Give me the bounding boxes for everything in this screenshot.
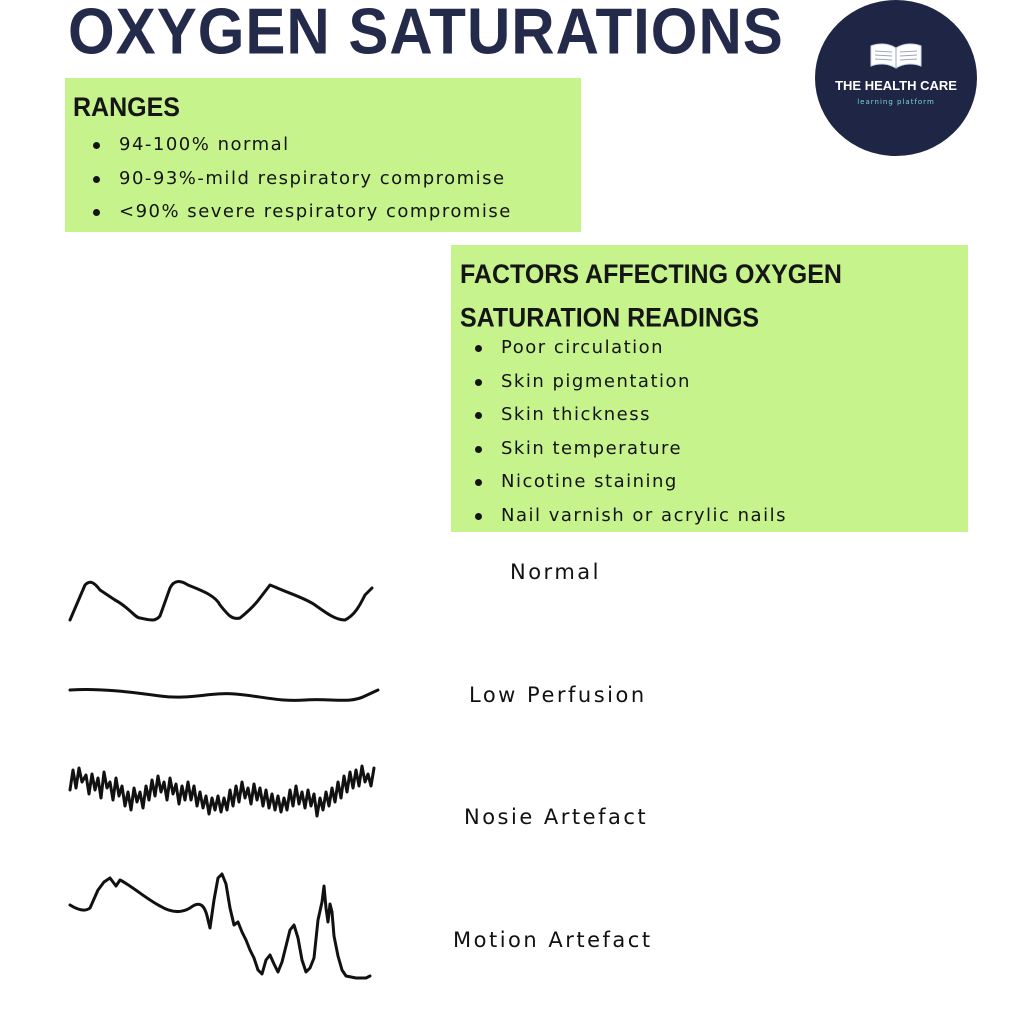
list-item: [475, 398, 787, 432]
motion-artefact-waveform: [70, 874, 370, 978]
list-item: [475, 432, 787, 466]
list-item: [93, 162, 512, 196]
logo-tagline: learning platform: [857, 98, 935, 106]
normal-waveform: [70, 582, 372, 620]
low-perfusion-label: Low Perfusion: [469, 683, 647, 707]
brand-logo: [815, 0, 977, 156]
bullet-icon: [93, 209, 100, 216]
noise-artefact-label: Nosie Artefact: [464, 805, 649, 829]
factors-panel: [451, 245, 968, 532]
bullet-icon: [475, 412, 482, 419]
list-item: [93, 195, 512, 229]
bullet-icon: [475, 446, 482, 453]
noise-artefact-waveform: [70, 766, 374, 816]
list-item: [475, 499, 787, 533]
normal-label: Normal: [510, 560, 601, 584]
factors-list: [475, 331, 787, 532]
factors-heading: FACTORS AFFECTING OXYGEN SATURATION READINGS: [460, 259, 842, 333]
ranges-heading: RANGES: [73, 92, 180, 123]
bullet-icon: [475, 479, 482, 486]
factor-item-text: Skin thickness: [501, 404, 652, 425]
waveform-illustrations: [60, 560, 390, 990]
range-item-text: 90-93%-mild respiratory compromise: [119, 167, 506, 189]
page-title: OXYGEN SATURATIONS: [68, 0, 784, 68]
bullet-icon: [475, 513, 482, 520]
ranges-list: [93, 128, 512, 229]
bullet-icon: [93, 176, 100, 183]
bullet-icon: [475, 345, 482, 352]
low-perfusion-waveform: [70, 689, 378, 700]
factor-item-text: Poor circulation: [501, 337, 665, 358]
logo-name: THE HEALTH CARE: [835, 78, 957, 93]
list-item: [475, 465, 787, 499]
bullet-icon: [93, 142, 100, 149]
list-item: [93, 128, 512, 162]
list-item: [475, 331, 787, 365]
factor-item-text: Skin temperature: [501, 437, 683, 459]
ranges-panel: [65, 78, 581, 232]
bullet-icon: [475, 379, 482, 386]
range-item-text: 94-100% normal: [119, 134, 290, 155]
open-book-icon: [868, 40, 924, 70]
list-item: [475, 365, 787, 399]
range-item-text: <90% severe respiratory compromise: [119, 201, 512, 222]
motion-artefact-label: Motion Artefact: [453, 928, 653, 952]
factor-item-text: Skin pigmentation: [501, 370, 691, 392]
factor-item-text: Nicotine staining: [501, 471, 678, 492]
factor-item-text: Nail varnish or acrylic nails: [501, 504, 787, 526]
